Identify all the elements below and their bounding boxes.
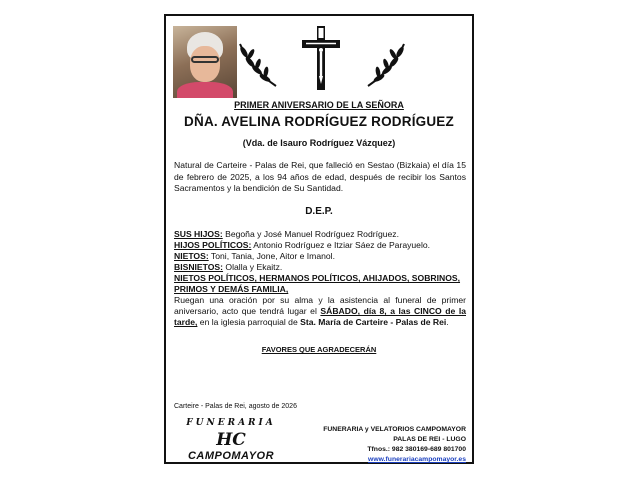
company-location: PALAS DE REI - LUGO	[393, 436, 466, 443]
family-line-others-cont: PRIMOS Y DEMÁS FAMILIA,	[174, 284, 289, 294]
prayer-text-3: .	[446, 317, 449, 327]
funeraria-logo	[176, 418, 286, 464]
bisnietos-label: BISNIETOS:	[174, 262, 224, 272]
hijos-label: SUS HIJOS:	[174, 229, 223, 239]
hijos-value: Begoña y José Manuel Rodríguez Rodríguez.	[222, 229, 399, 239]
dep-text: D.E.P.	[305, 206, 333, 217]
nietos-value: Toni, Tania, Jone, Aitor e Imanol.	[208, 251, 335, 261]
crucifix-icon	[300, 26, 342, 90]
funeral-date: SÁBADO, día 8, a las CINCO de la tarde,	[174, 306, 466, 327]
family-line-hijos	[174, 229, 470, 240]
place-date: Carteire - Palas de Rei, agosto de 2026	[174, 403, 297, 410]
company-phones: Tfnos.: 982 380169-689 801700	[367, 446, 466, 453]
family-line-nietos	[174, 251, 470, 262]
politicos-value: Antonio Rodríguez e Itziar Sáez de Parayuelo.	[251, 240, 431, 250]
family-line-bisnietos	[174, 262, 470, 273]
company-name: FUNERARIA y VELATORIOS CAMPOMAYOR	[323, 426, 466, 433]
politicos-label: HIJOS POLÍTICOS:	[174, 240, 252, 250]
intro-paragraph: Natural de Carteire - Palas de Rei, que falleció en Sestao (Bizkaia) el día 15 de febrero de 2025, a los 94 años de edad, después de recibir los Santos Sacramentos y la bendición de Su Santidad.	[174, 160, 466, 193]
prayer-paragraph	[174, 295, 466, 328]
logo-name: CAMPOMAYOR	[187, 450, 275, 462]
church-name: Sta. María de Carteire - Palas de Rei	[300, 317, 447, 327]
obituary-card	[164, 14, 474, 464]
bisnietos-value: Olalla y Ekaitz.	[223, 262, 283, 272]
deceased-name: DÑA. AVELINA RODRÍGUEZ RODRÍGUEZ	[184, 114, 454, 129]
nietos-label: NIETOS:	[174, 251, 209, 261]
anniversary-heading: PRIMER ANIVERSARIO DE LA SEÑORA	[234, 100, 404, 110]
laurel-branch-right-icon	[362, 38, 408, 90]
portrait-photo	[173, 26, 237, 98]
company-website-link[interactable]: www.funerariacampomayor.es	[368, 456, 466, 463]
family-line-others: NIETOS POLÍTICOS, HERMANOS POLÍTICOS, AHIJADOS, SOBRINOS,	[174, 273, 461, 283]
prayer-text-2: en la iglesia parroquial de	[197, 317, 301, 327]
laurel-branch-left-icon	[236, 38, 282, 90]
family-line-politicos	[174, 240, 470, 251]
prayer-text-1: Ruegan una oración por su alma y la asistencia al funeral de primer aniversario, acto que tendrá lugar el	[174, 295, 466, 316]
widow-of: (Vda. de Isauro Rodríguez Vázquez)	[242, 138, 396, 148]
logo-top-text: FUNERARIA	[186, 418, 276, 428]
logo-initials: HC	[216, 430, 246, 450]
thanks-text: FAVORES QUE AGRADECERÁN	[261, 345, 377, 354]
